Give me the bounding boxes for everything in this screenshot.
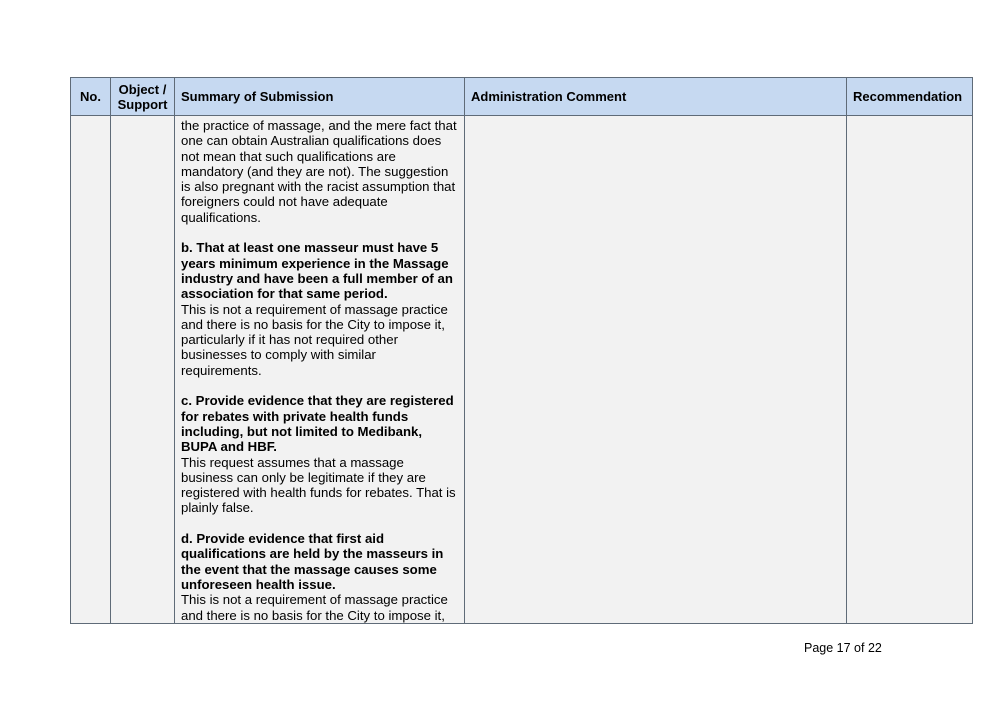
- header-admin-comment: [465, 78, 847, 116]
- cell-summary: [175, 116, 465, 624]
- header-summary-label: Summary of Submission: [181, 89, 334, 104]
- summary-item-d-body: This is not a requirement of massage practice and there is no basis for the City to impose it,: [181, 592, 448, 623]
- summary-item-c-heading: c. Provide evidence that they are registered for rebates with private health funds including, but not limited to Medibank, BUPA and HBF.: [181, 393, 454, 455]
- cell-object-support: [111, 116, 175, 624]
- header-object-support-line1: Object /: [118, 81, 167, 97]
- header-summary: [175, 78, 465, 116]
- table-header: [71, 78, 973, 116]
- cell-no: [71, 116, 111, 624]
- summary-item-c-body: This request assumes that a massage business can only be legitimate if they are registered with health funds for rebates. That is plainly false.: [181, 454, 456, 516]
- header-object-support: [111, 78, 175, 116]
- submissions-table: [70, 77, 973, 624]
- summary-item-c: [181, 393, 458, 515]
- summary-item-b: [181, 240, 458, 378]
- summary-item-b-body: This is not a requirement of massage practice and there is no basis for the City to impose it, particularly if it has not required other businesses to comply with similar requirements.: [181, 301, 448, 378]
- header-no: [71, 78, 111, 116]
- header-recommendation-label: Recommendation: [853, 89, 963, 104]
- table-body: [71, 116, 973, 624]
- header-object-support-line2: Support: [117, 96, 168, 112]
- header-row: [71, 78, 973, 116]
- cell-admin-comment: [465, 116, 847, 624]
- header-recommendation: [847, 78, 973, 116]
- cell-recommendation: [847, 116, 973, 624]
- summary-item-b-heading: b. That at least one masseur must have 5 years minimum experience in the Massage industry and have been a full member of an association for that same period.: [181, 240, 453, 302]
- table-row: [71, 116, 973, 624]
- summary-item-d: [181, 531, 458, 623]
- page-number: Page 17 of 22: [804, 641, 882, 655]
- header-no-label: No.: [80, 89, 101, 104]
- header-admin-comment-label: Administration Comment: [471, 89, 627, 104]
- summary-intro: the practice of massage, and the mere fact that one can obtain Australian qualifications does not mean that such qualifications are mandatory (and they are not). The suggestion is also pregnant with the racist assumption that foreigners could not have adequate qualifications.: [181, 118, 457, 225]
- summary-item-d-heading: d. Provide evidence that first aid qualifications are held by the masseurs in the event that the massage causes some unforeseen health issue.: [181, 531, 444, 592]
